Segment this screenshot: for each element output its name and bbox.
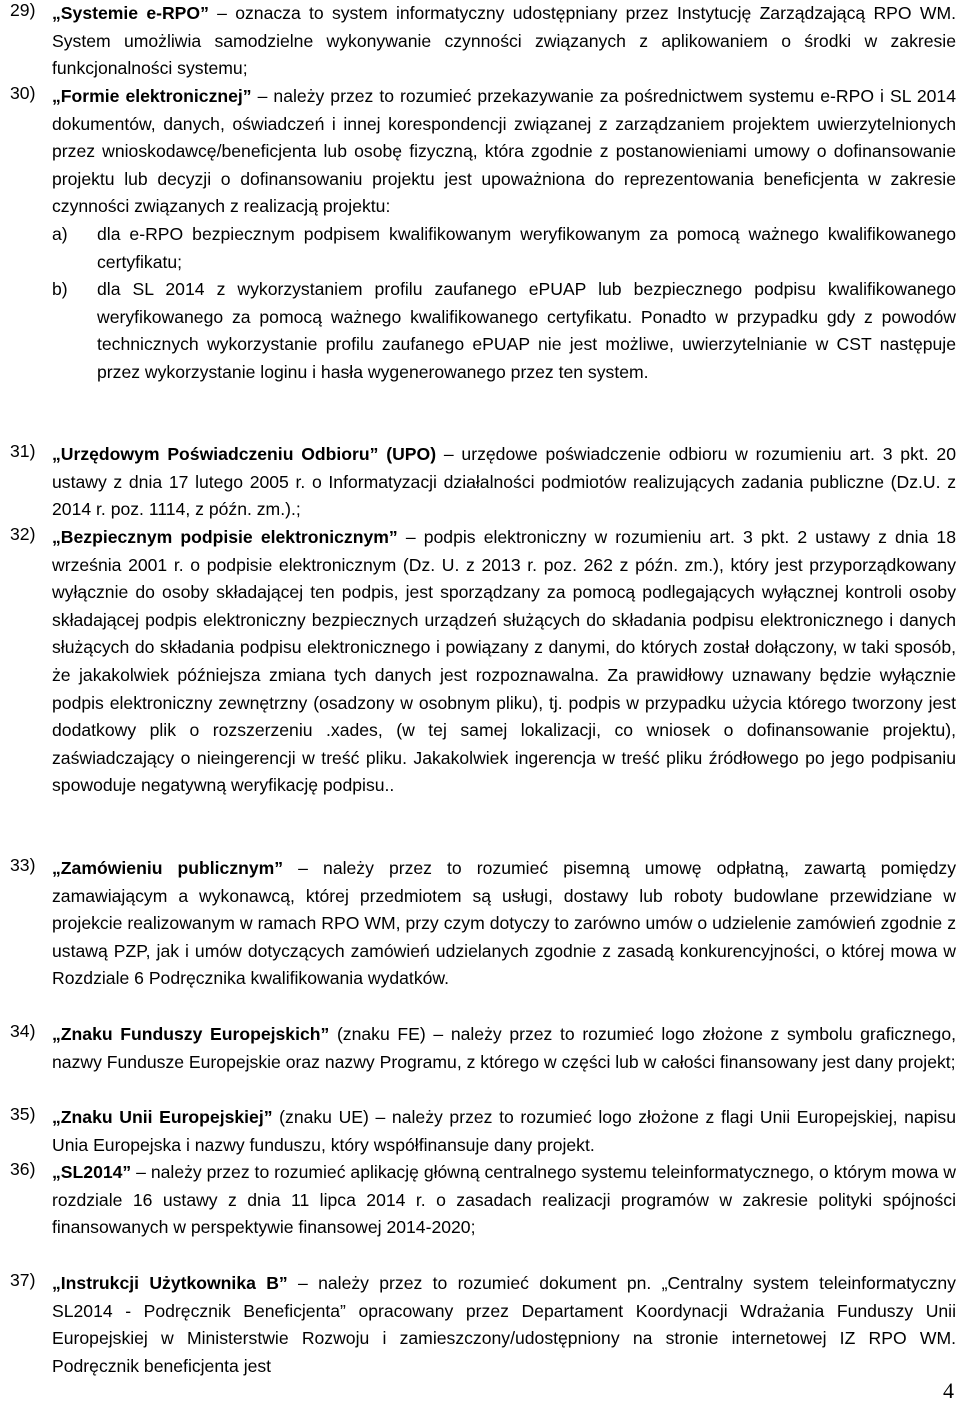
item-number: 35) [10, 1104, 36, 1124]
item-number: 36) [10, 1159, 36, 1179]
item-number: 32) [10, 524, 36, 544]
item-number: 31) [10, 441, 36, 461]
defined-term: „Zamówieniu publicznym” [52, 858, 284, 878]
item-body [52, 1159, 956, 1242]
definition-text: – należy przez to rozumieć aplikację główną centralnego systemu teleinformatycznego, o którym mowa w rozdziale 16 ustawy z dnia 11 lipca 2014 r. o zasadach realizacji programów w zakresie polityki spójności finansowanych w perspektywie finansowej 2014-2020; [52, 1162, 956, 1238]
defined-term: „Znaku Funduszy Europejskich” [52, 1024, 330, 1044]
item-body [52, 83, 956, 387]
defined-term: „SL2014” [52, 1162, 132, 1182]
defined-term: „Znaku Unii Europejskiej” [52, 1107, 273, 1127]
subitem-text: dla SL 2014 z wykorzystaniem profilu zaufanego ePUAP lub bezpiecznego podpisu kwalifikowanego weryfikowanego za pomocą ważnego kwalifikowanego certyfikatu. Ponadto w przypadku gdy z powodów technicznych wykorzystanie profilu zaufanego ePUAP nie jest możliwe, uwierzytelnianie w CST następuje przez wykorzystanie loginu i hasła wygenerowanego przez ten system. [97, 279, 956, 382]
subitem-a [52, 221, 956, 276]
item-body [52, 1270, 956, 1380]
item-number: 33) [10, 855, 36, 875]
definition-text: – należy przez to rozumieć przekazywanie za pośrednictwem systemu e-RPO i SL 2014 dokumentów, danych, oświadczeń i innej korespondencji związanej z zarządzaniem projektem uwierzytelnionych przez wnioskodawcę/beneficjenta lub osobę fizyczną, która zgodnie z postanowieniami umowy o dofinansowanie projektu lub decyzji o dofinansowaniu projektu jest upoważniona do reprezentowania beneficjenta w zakresie czynności związanych z realizacją projektu: [52, 86, 956, 217]
definition-text: (znaku UE) – należy przez to rozumieć logo złożone z flagi Unii Europejskiej, napisu Unia Europejska i nazwy funduszu, który współfinansuje dany projekt. [52, 1107, 956, 1155]
subitem-text: dla e-RPO bezpiecznym podpisem kwalifikowanym weryfikowanym za pomocą ważnego kwalifikowanego certyfikatu; [97, 223, 956, 272]
item-number: 37) [10, 1270, 36, 1290]
defined-term: „Urzędowym Poświadczeniu Odbioru” (UPO) [52, 444, 437, 464]
item-body [52, 0, 956, 83]
definition-text: – urzędowe poświadczenie odbioru w rozumieniu art. 3 pkt. 20 ustawy z dnia 17 lutego 2005 r. o Informatyzacji działalności podmiotów realizujących zadania publiczne (Dz.U. z 2014 r. poz. 1114, z późn. zm.).; [52, 444, 956, 520]
subitem-label: b) [52, 279, 68, 300]
item-number: 30) [10, 83, 36, 103]
definition-text: – oznacza to system informatyczny udostępniany przez Instytucję Zarządzającą RPO WM. System umożliwia samodzielne wykonywanie czynności związanych z aplikowaniem o środki w zakresie funkcjonalności systemu; [52, 3, 956, 79]
defined-term: „Bezpiecznym podpisie elektronicznym” [52, 527, 398, 547]
item-body [52, 855, 956, 993]
page-number: 4 [943, 1378, 954, 1403]
item-body [52, 441, 956, 524]
defined-term: „Instrukcji Użytkownika B” [52, 1273, 288, 1293]
subitem-b [52, 276, 956, 386]
definition-text: (znaku FE) – należy przez to rozumieć logo złożone z symbolu graficznego, nazwy Fundusze Europejskie oraz nazwy Programu, z którego w części lub w całości finansowany jest dany projekt; [52, 1024, 956, 1072]
item-number: 29) [10, 0, 36, 20]
defined-term: „Systemie e-RPO” [52, 3, 209, 23]
item-body [52, 1104, 956, 1159]
definition-text: – należy przez to rozumieć dokument pn. „Centralny system teleinformatyczny SL2014 - Podręcznik Beneficjenta” opracowany przez Departament Koordynacji Wdrażania Funduszy Unii Europejskiej w Ministerstwie Rozwoju i zamieszczony/udostępniony na stronie internetowej IZ RPO WM. Podręcznik beneficjenta jest [52, 1273, 956, 1376]
item-body [52, 524, 956, 800]
item-number: 34) [10, 1021, 36, 1041]
item-body [52, 1021, 956, 1076]
definition-text: – podpis elektroniczny w rozumieniu art. 3 pkt. 2 ustawy z dnia 18 września 2001 r. o podpisie elektronicznym (Dz. U. z 2013 r. poz. 262 z późn. zm.), który jest przyporządkowany wyłącznie do osoby składającej ten podpis, jest sporządzany za pomocą podlegających wyłącznej kontroli osoby składającej podpis elektroniczny bezpiecznych urządzeń służących do składania podpisu elektronicznego i danych służących do składania podpisu elektronicznego i powiązany z danymi, do których został dołączony, w taki sposób, że jakakolwiek późniejsza zmiana tych danych jest rozpoznawalna. Za prawidłowy uznawany będzie wyłącznie podpis elektroniczny zewnętrzny (osadzony w osobnym pliku), tj. podpis w przypadku użycia którego tworzony jest dodatkowy plik o rozszerzeniu .xades, (w tej samej lokalizacji, co wniosek o dofinansowanie projektu), zaświadczający o nieingerencji w treść pliku. Jakakolwiek ingerencja w treść pliku źródłowego po jego podpisaniu spowoduje negatywną weryfikację podpisu.. [52, 527, 956, 796]
definition-text: – należy przez to rozumieć pisemną umowę odpłatną, zawartą pomiędzy zamawiającym a wykonawcą, której przedmiotem są usługi, dostawy lub roboty budowlane przewidziane w projekcie realizowanym w ramach RPO WM, przy czym dotyczy to zarówno umów o udzielenie zamówień zgodnie z ustawą PZP, jak i umów dotyczących zamówień udzielanych zgodnie z zasadą konkurencyjności, o której mowa w Rozdziale 6 Podręcznika kwalifikowania wydatków. [52, 858, 957, 989]
defined-term: „Formie elektronicznej” [52, 86, 252, 106]
subitem-label: a) [52, 223, 68, 244]
